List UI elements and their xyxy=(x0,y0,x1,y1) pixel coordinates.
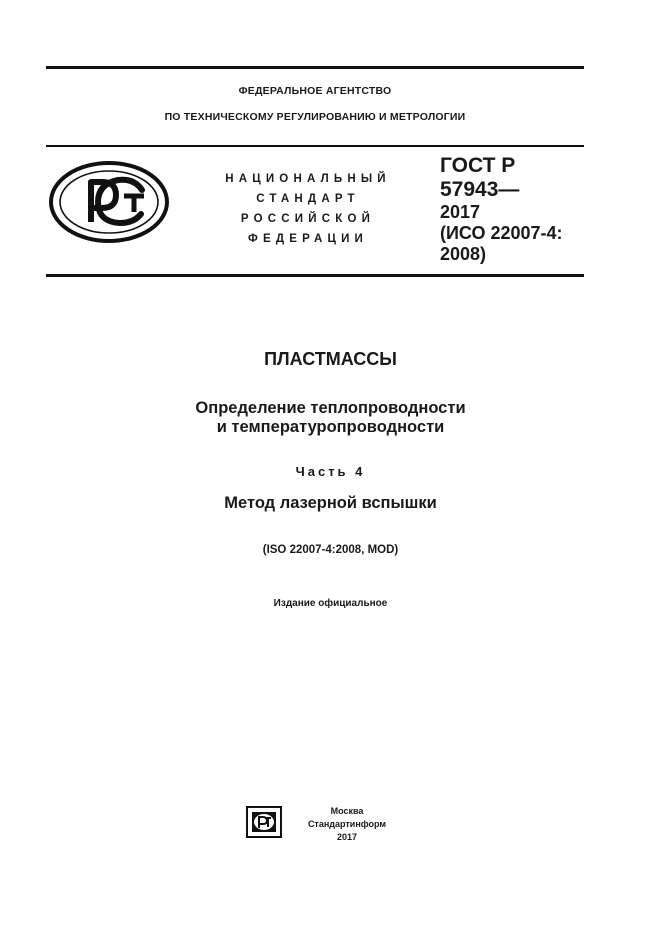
designation-line-4: (ИСО 22007-4: xyxy=(440,223,563,243)
subtitle-line-1: Определение теплопроводности xyxy=(195,399,466,417)
method-title: Метод лазерной вспышки xyxy=(224,494,437,512)
publisher-name: Стандартинформ xyxy=(307,819,387,829)
designation-line-1: ГОСТ Р xyxy=(440,154,516,177)
designation-line-5: 2008) xyxy=(440,244,487,264)
rst-logo-icon xyxy=(48,160,170,244)
subtitle-line-2: и температуропроводности xyxy=(216,418,445,436)
national-line-3: РОССИЙСКОЙ xyxy=(240,213,376,225)
national-line-1: НАЦИОНАЛЬНЫЙ xyxy=(225,173,391,185)
publisher-city: Москва xyxy=(330,806,364,816)
standard-designation xyxy=(440,154,585,265)
national-line-2: СТАНДАРТ xyxy=(256,193,360,205)
publisher-year: 2017 xyxy=(336,832,358,842)
national-line-4: ФЕДЕРАЦИИ xyxy=(247,233,369,245)
designation-line-3: 2017 xyxy=(440,202,481,222)
bottom-rule xyxy=(46,274,584,277)
agency-line-2: ПО ТЕХНИЧЕСКОМУ РЕГУЛИРОВАНИЮ И МЕТРОЛОГИИ xyxy=(164,111,466,123)
edition-note: Издание официальное xyxy=(273,598,388,609)
agency-line-1: ФЕДЕРАЛЬНОЕ АГЕНТСТВО xyxy=(238,85,392,97)
document-title: ПЛАСТМАССЫ xyxy=(264,349,397,369)
iso-reference: (ISO 22007-4:2008, MOD) xyxy=(262,544,399,556)
part-number: Часть 4 xyxy=(295,464,366,479)
standartinform-logo-icon xyxy=(246,806,282,838)
top-rule xyxy=(46,66,584,69)
middle-rule xyxy=(46,145,584,147)
designation-line-2: 57943— xyxy=(440,178,520,201)
